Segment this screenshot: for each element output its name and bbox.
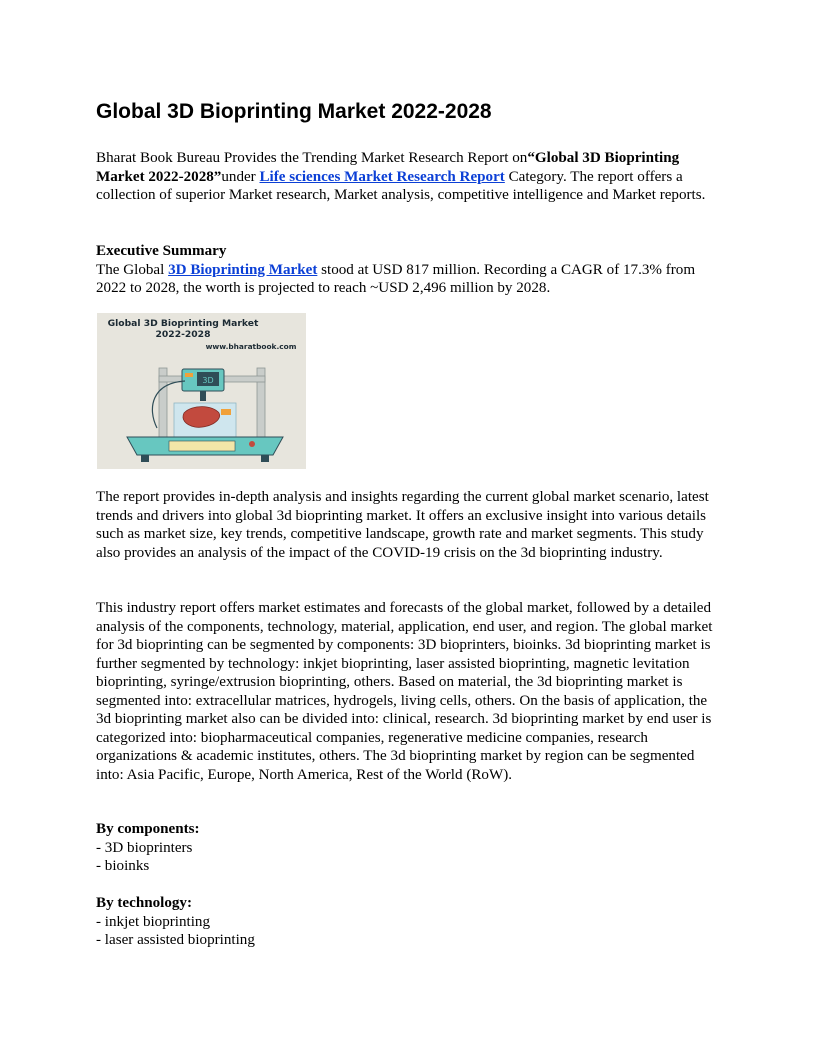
executive-summary-paragraph xyxy=(96,242,720,298)
category-link[interactable]: Life sciences Market Research Report xyxy=(259,168,505,185)
chamber-sample xyxy=(221,409,231,415)
report-name: “Global 3D Bioprinting Market 2022-2028” xyxy=(96,150,680,185)
components-heading: By components: xyxy=(96,821,200,837)
base-knob xyxy=(249,441,255,447)
segmentation-paragraph: This industry report offers market estimates and forecasts of the global market, followed by a detailed analysis of the components, technology, material, application, end user, and region. The global market for 3d bioprinting can be segmented by components: 3D bioprinters, bioinks. 3d bioprinting market is further segmented by technology: inkjet bioprinting, laser assisted bioprinting, magnetic levitation bioprinting, syringe/extrusion bioprinting, others. Based on material, the 3d bioprinting market is segmented into: extracellular matrices, hydrogels, living cells, others. On the basis of application, the 3d bioprinting market also can be divided into: clinical, research. 3d bioprinting market by end user is categorized into: biopharmaceutical companies, regenerative medicine companies, research organizations & academic institutes, others. The 3d bioprinting market by region can be segmented into: Asia Pacific, Europe, North America, Rest of the World (RoW). xyxy=(96,600,713,783)
intro-text-2: under xyxy=(221,168,260,185)
technology-heading: By technology: xyxy=(96,895,193,911)
list-item: - inkjet bioprinting xyxy=(96,913,211,930)
figure-title-line-1: Global 3D Bioprinting Market xyxy=(107,318,259,329)
list-item: - bioinks xyxy=(96,858,150,874)
intro-paragraph xyxy=(96,149,720,205)
figure-website: www.bharatbook.com xyxy=(205,342,297,351)
print-head-light xyxy=(185,373,193,377)
market-link[interactable]: 3D Bioprinting Market xyxy=(168,261,318,278)
technology-list xyxy=(96,894,255,950)
list-item: - 3D bioprinters xyxy=(96,839,193,856)
bioprinter-illustration xyxy=(97,313,306,469)
intro-text-1: Bharat Book Bureau Provides the Trending Market Research Report on xyxy=(96,150,528,166)
print-nozzle xyxy=(200,391,206,401)
print-head-screen-text: 3D xyxy=(202,376,214,385)
summary-text-2: stood at USD 817 million. Recording a CAGR of 17.3% from 2022 to 2028, the worth is projected to reach ~USD 2,496 million by 2028. xyxy=(96,261,696,296)
executive-summary-heading: Executive Summary xyxy=(96,243,227,259)
list-item: - laser assisted bioprinting xyxy=(96,932,255,948)
components-list xyxy=(96,820,200,876)
summary-text-1: The Global xyxy=(96,261,169,278)
base-foot-left xyxy=(141,455,149,462)
analysis-paragraph: The report provides in-depth analysis and insights regarding the current global market scenario, latest trends and drivers into global 3d bioprinting market. It offers an exclusive insight into various details such as market size, key trends, competitive landscape, growth rate and market segments. This study also provides an analysis of the impact of the COVID-19 crisis on the 3d bioprinting industry. xyxy=(96,489,709,561)
intro-text-3: Category. The report offers a collection of superior Market research, Market analysis, competitive intelligence and Market reports. xyxy=(96,168,706,203)
print-bed xyxy=(169,441,235,451)
page-title: Global 3D Bioprinting Market 2022-2028 xyxy=(96,100,492,123)
figure-title-line-2: 2022-2028 xyxy=(155,329,211,340)
base-foot-right xyxy=(261,455,269,462)
